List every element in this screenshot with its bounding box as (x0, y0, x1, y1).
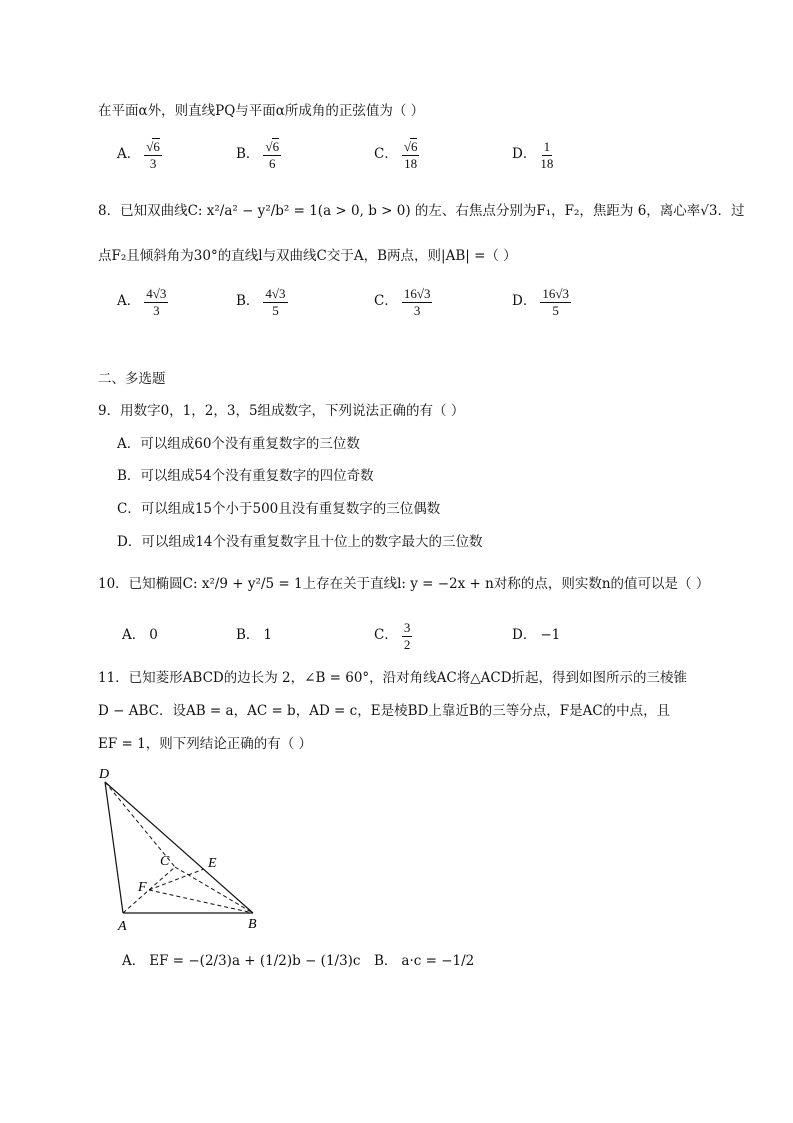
q11-option-a-label: A． (122, 953, 146, 969)
section-title-text: 二、多选题 (98, 371, 166, 387)
q9-stem (98, 405, 464, 419)
q10-option-b-label: B． (236, 627, 260, 643)
q7-option-c-den: 18 (404, 155, 418, 171)
q10-option-c (374, 621, 412, 651)
q10-option-a-label: A． (122, 627, 146, 643)
q11-option-b (374, 955, 474, 969)
q9-option-c-text: C．可以组成15个小于500且没有重复数字的三位偶数 (117, 501, 441, 517)
section-title (98, 373, 166, 387)
edge-db (105, 782, 253, 913)
q8-option-a-den: 3 (153, 302, 160, 318)
q8-option-c-fraction (402, 287, 433, 317)
q7-option-b (236, 140, 281, 170)
q8-stem-line2-text: 点F₂且倾斜角为30°的直线l与双曲线C交于A，B两点，则|AB| =（ ） (98, 248, 517, 264)
q10-option-d (512, 629, 560, 643)
q7-option-b-num: 6 (272, 139, 280, 154)
edge-cb (175, 867, 253, 913)
q8-option-d-label: D． (512, 293, 537, 310)
q10-stem (98, 578, 709, 592)
q9-option-d-text: D．可以组成14个没有重复数字且十位上的数字最大的三位数 (117, 534, 483, 550)
q11-stem-line1-text: 11．已知菱形ABCD的边长为 2，∠B = 60°，沿对角线AC将△ACD折起，得到如图所示的三棱锥 (98, 670, 688, 686)
q9-option-c (117, 503, 440, 517)
label-d: D (99, 767, 110, 782)
q9-option-a-text: A．可以组成60个没有重复数字的三位数 (117, 436, 360, 452)
q11-option-a-text: EF = −(2/3)a + (1/2)b − (1/3)c (149, 953, 361, 969)
q10-option-c-den: 2 (403, 636, 411, 652)
q11-stem-line2-text: D − ABC．设AB = a，AC = b，AD = c，E是棱BD上靠近B的三等分点，F是AC的中点，且 (98, 703, 671, 719)
q7-option-d-fraction (540, 140, 553, 170)
q7-option-d-num: 1 (543, 139, 551, 154)
q8-option-b-num: 4√3 (265, 286, 286, 301)
label-c: C (160, 854, 170, 869)
q7-option-b-fraction: $\frac{√6}{6}$ (265, 139, 280, 171)
q7-option-c-label: C． (374, 146, 398, 163)
q8-option-b-label: B． (236, 293, 260, 310)
q8-option-d-den: 5 (552, 302, 559, 318)
q8-option-c-den: 3 (413, 302, 421, 318)
label-b: B (248, 917, 257, 932)
q8-option-b-fraction (263, 287, 287, 317)
q7-option-a-fraction: $\frac{√6}{3}$ (146, 139, 160, 171)
q8-stem-line2 (98, 250, 517, 264)
label-f: F (138, 880, 147, 895)
q11-option-a (122, 955, 361, 969)
q7-option-c (374, 140, 419, 170)
label-a: A (118, 919, 127, 934)
q9-option-a (117, 438, 360, 452)
edge-da (105, 782, 123, 913)
q7-option-a-den: 3 (149, 155, 157, 171)
q10-option-b-value: 1 (263, 627, 273, 643)
q10-option-d-label: D． (512, 627, 537, 643)
q7-option-a-num: 6 (153, 139, 160, 154)
q8-option-b (236, 287, 288, 317)
q7-stem-tail (98, 105, 424, 119)
q8-option-d-fraction (540, 287, 571, 317)
q8-option-c (374, 287, 432, 317)
q11-stem-line1 (98, 672, 687, 686)
q11-option-b-text: a·c = −1/2 (401, 953, 475, 969)
q10-option-c-label: C． (374, 627, 398, 644)
q10-option-c-num: 3 (403, 620, 411, 635)
q10-option-d-value: −1 (540, 627, 561, 643)
pyramid-figure (90, 760, 280, 935)
q7-option-d (512, 140, 553, 170)
q8-stem-line1-text: 8．已知双曲线C: x²/a² − y²/b² = 1(a > 0, b > 0) 的左、右焦点分别为F₁，F₂，焦距为 6，离心率√3．过 (98, 203, 745, 219)
q8-option-d-num: 16√3 (542, 286, 569, 301)
label-e: E (208, 856, 217, 871)
q10-option-a-value: 0 (149, 627, 158, 643)
q11-stem-line3-text: EF = 1，则下列结论正确的有（ ） (98, 736, 312, 752)
q7-option-a (117, 140, 162, 170)
q8-option-c-num: 16√3 (403, 286, 431, 301)
q7-option-d-label: D． (512, 146, 537, 163)
q8-stem-line1 (98, 205, 745, 219)
q7-option-d-den: 18 (540, 155, 554, 171)
q10-option-a (122, 629, 158, 643)
segment-fb (149, 890, 253, 913)
q8-option-b-den: 5 (272, 302, 279, 318)
q8-option-c-label: C． (374, 293, 398, 310)
q8-option-d (512, 287, 571, 317)
q7-option-c-num: 6 (410, 139, 418, 154)
q10-option-c-fraction (402, 621, 413, 651)
q7-option-b-den: 6 (268, 155, 276, 171)
q8-option-a-fraction (144, 287, 168, 317)
q9-option-d (117, 536, 483, 550)
q7-stem-tail-text: 在平面α外，则直线PQ与平面α所成角的正弦值为（ ） (98, 103, 425, 119)
q8-option-a (117, 287, 168, 317)
q8-option-a-label: A． (117, 293, 141, 310)
q9-option-b (117, 470, 374, 484)
q10-stem-text: 10．已知椭圆C: x²/9 + y²/5 = 1上存在关于直线l: y = −2x + n对称的点，则实数n的值可以是（ ） (98, 576, 710, 592)
q9-option-b-text: B．可以组成54个没有重复数字的四位奇数 (117, 468, 374, 484)
q9-stem-text: 9．用数字0，1，2，3，5组成数字，下列说法正确的有（ ） (98, 403, 465, 419)
q11-stem-line2 (98, 705, 670, 719)
q7-option-b-label: B． (236, 146, 260, 163)
q10-option-b (236, 629, 272, 643)
q7-option-c-fraction: $\frac{√6}{18}$ (403, 139, 418, 171)
q7-option-a-label: A． (117, 146, 141, 163)
q11-option-b-label: B． (374, 953, 398, 969)
q11-stem-line3 (98, 738, 312, 752)
q8-option-a-num: 4√3 (146, 286, 167, 301)
